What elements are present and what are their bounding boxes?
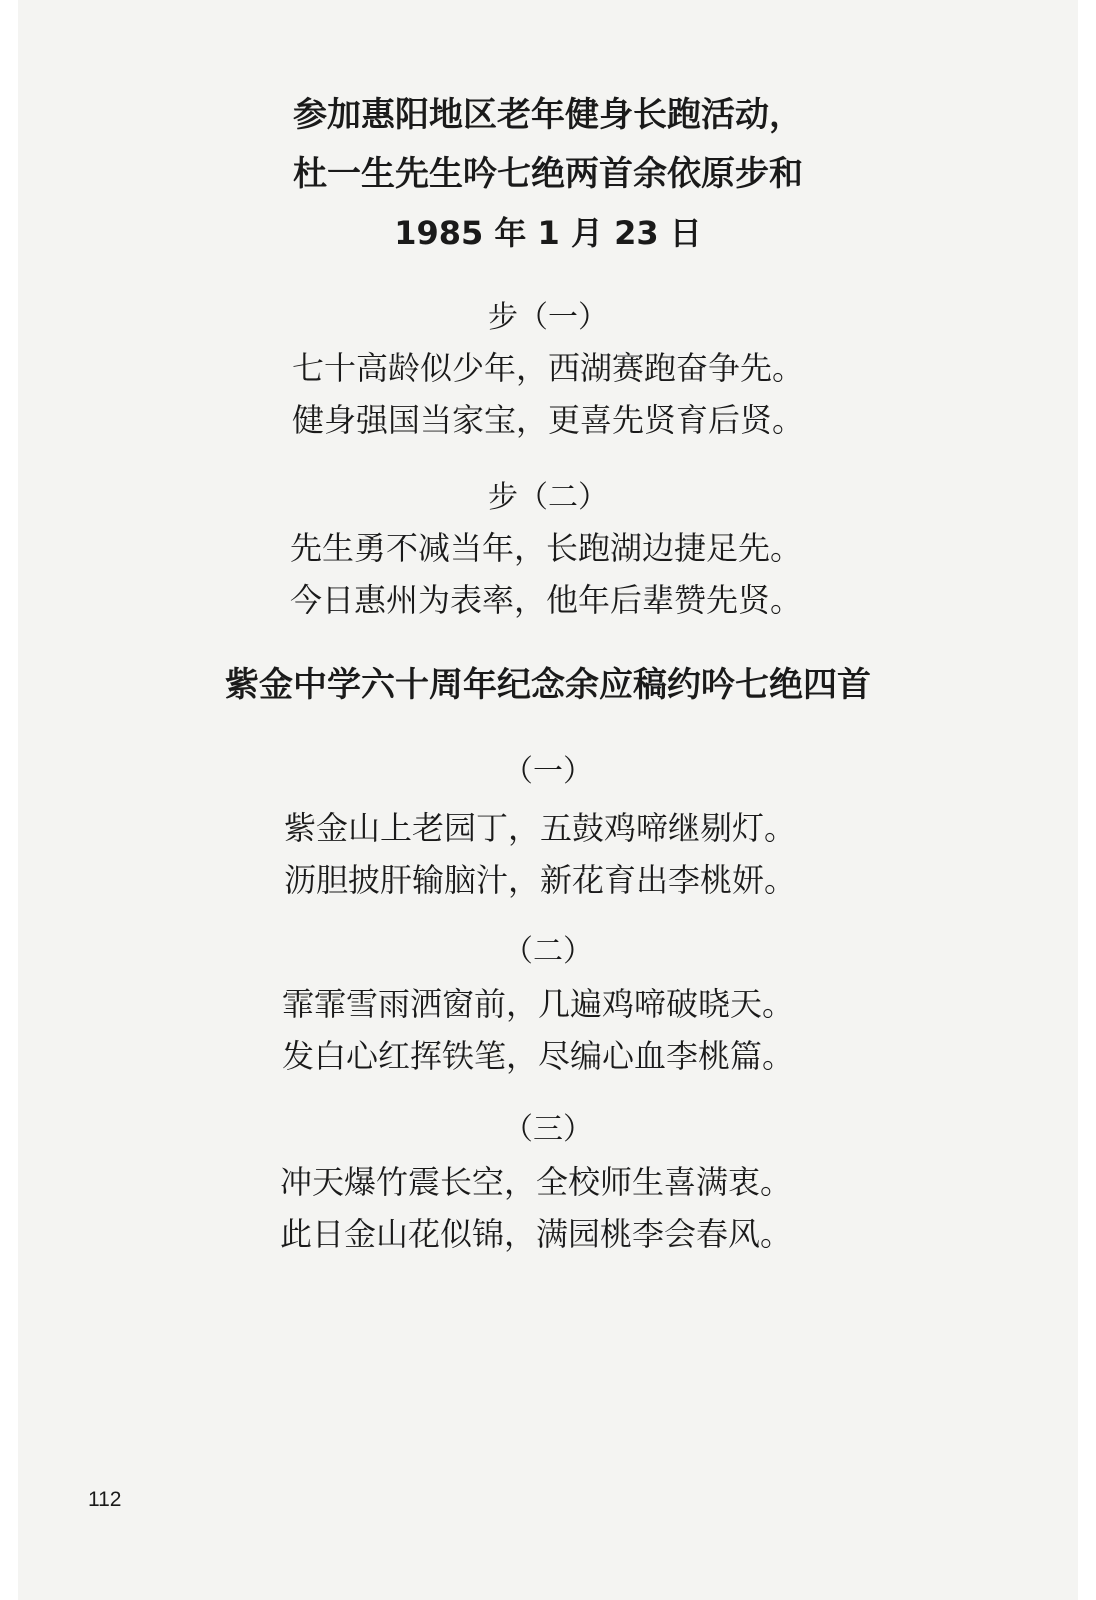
section1-title-line2: 杜一生先生吟七绝两首余依原步和 <box>293 154 803 194</box>
poem-line: 七十高龄似少年，西湖赛跑奋争先。 <box>292 349 805 387</box>
poem-label-bu-1: 步（一） <box>488 300 608 335</box>
section2-title: 紫金中学六十周年纪念余应稿约吟七绝四首 <box>225 665 871 705</box>
poem-label-3: （三） <box>503 1112 593 1147</box>
poem-line: 霏霏雪雨洒窗前，几遍鸡啼破晓天。 <box>282 985 795 1023</box>
section1-title-line1: 参加惠阳地区老年健身长跑活动， <box>293 95 803 135</box>
poem-label-2: （二） <box>503 934 593 969</box>
poem-line: 先生勇不减当年，长跑湖边捷足先。 <box>290 529 803 567</box>
poem-label-bu-2: 步（二） <box>488 480 608 515</box>
poem-line: 沥胆披肝输脑汁，新花育出李桃妍。 <box>284 861 797 899</box>
section1-date: 1985 年 1 月 23 日 <box>394 214 702 252</box>
page-number: 112 <box>88 1488 122 1511</box>
poem-line: 发白心红挥铁笔，尽编心血李桃篇。 <box>282 1037 795 1075</box>
poem-line: 健身强国当家宝，更喜先贤育后贤。 <box>292 401 805 439</box>
poem-line: 紫金山上老园丁，五鼓鸡啼继剔灯。 <box>284 809 797 847</box>
poem-line: 今日惠州为表率，他年后辈赞先贤。 <box>290 581 803 619</box>
poem-line: 冲天爆竹震长空，全校师生喜满衷。 <box>280 1163 793 1201</box>
poem-label-1: （一） <box>503 754 593 789</box>
poem-line: 此日金山花似锦，满园桃李会春风。 <box>280 1215 793 1253</box>
